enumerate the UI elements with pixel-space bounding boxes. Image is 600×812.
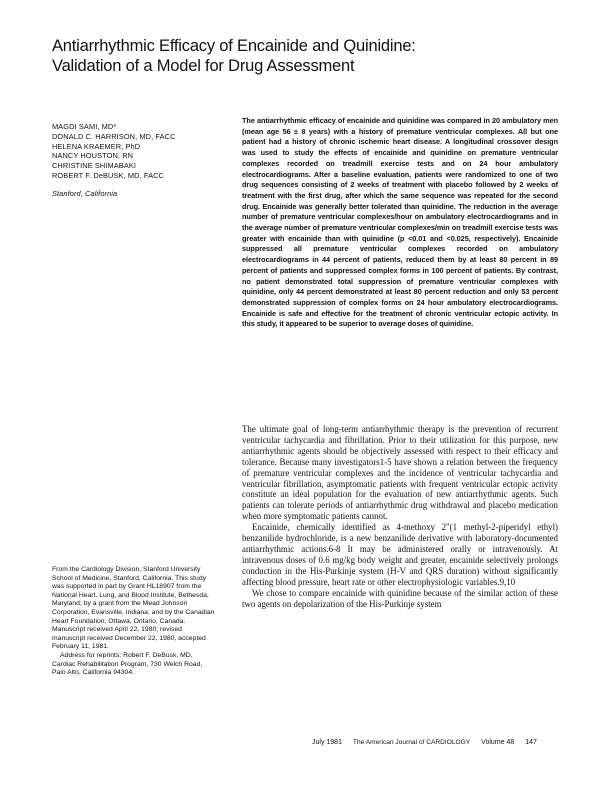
article-title bbox=[52, 36, 562, 76]
author-list bbox=[52, 122, 232, 199]
footer-page-number: 147 bbox=[525, 739, 537, 746]
author-name: CHRISTINE SHIMABAKI bbox=[52, 161, 137, 171]
footer-volume: Volume 48 bbox=[481, 739, 515, 746]
affiliation-footnote bbox=[52, 566, 216, 678]
page-footer bbox=[312, 739, 572, 746]
body-paragraph-1: The ultimate goal of long-term antiarrhythmic therapy is the prevention of recurrent ventricular tachycardia and fibrillation. Prior to their utilization for this purpose, new antiarrhythmic agents should be objectively assessed with respect to their efficacy and tolerance. Because many investigators1-5 have shown a relation between the frequency of premature ventricular complexes and the incidence of ventricular tachycardia and ventricular fibrillation, asymptomatic patients with frequent ventricular ectopic activity constitute an ideal population for the evaluation of new antiarrhythmic agents. Such patients can tolerate periods of antiarrhythmic drug withdrawal and placebo medication when more symptomatic patients cannot. bbox=[242, 424, 558, 522]
author-name: ROBERT F. DeBUSK, MD, FACC bbox=[52, 170, 164, 180]
title-line-1: Antiarrhythmic Efficacy of Encainide and Quinidine: bbox=[52, 37, 416, 55]
author-name: NANCY HOUSTON, RN bbox=[52, 151, 134, 161]
footer-date: July 1981 bbox=[312, 739, 342, 746]
footnote-affiliation: From the Cardiology Division, Stanford University School of Medicine, Stanford, California. This study was supported in part by Grant HL18907 from the National Heart, Lung, and Blood Institute, Bethesda, Maryland; by a grant from the Mead Johnson Corporation, Evansville, Indiana; and by the Canadian Heart Foundation, Ottawa, Ontario, Canada. Manuscript received April 22, 1980; revised manuscript received December 22, 1980, accepted February 11, 1981. bbox=[52, 566, 215, 651]
footer-journal: The American Journal of CARDIOLOGY bbox=[352, 739, 471, 746]
author-name: HELENA KRAEMER, PhD bbox=[52, 141, 141, 151]
title-line-2: Validation of a Model for Drug Assessment bbox=[52, 57, 355, 75]
author-name: DONALD C. HARRISON, MD, FACC bbox=[52, 131, 176, 141]
body-text bbox=[242, 424, 558, 609]
author-location: Stanford, California bbox=[52, 188, 118, 198]
body-paragraph-3: We chose to compare encainide with quinidine because of the similar action of these two agents on depolarization of the His-Purkinje system bbox=[242, 587, 558, 609]
author-name: MAGDI SAMI, MD* bbox=[52, 122, 117, 131]
body-paragraph-2: Encainide, chemically identified as 4-methoxy 2"(1 methyl-2-piperidyl ethyl) benzanilide hydrochloride, is a new benzanilide derivative with laboratory-documented antiarrhythmic actions.6-8 It may be administered orally or intravenously. At intravenous doses of 0.6 mg/kg body weight and greater, encainide selectively prolongs conduction in the His-Purkinje system (H-V and QRS duration) without significantly affecting blood pressure, heart rate or other electrophysiologic variables.9,10 bbox=[242, 522, 558, 587]
abstract: The antiarrhythmic efficacy of encainide and quinidine was compared in 20 ambulatory men (mean age 56 ± 8 years) with a history of premature ventricular complexes. All but one patient had a history of chronic ischemic heart disease. A longitudinal crossover design was used to study the effects of encainide and quinidine on premature ventricular complexes recorded on treadmill exercise tests and on 24 hour ambulatory electrocardiograms. After a baseline evaluation, patients were randomized to one of two drug sequences consisting of 2 weeks of treatment with placebo followed by 2 weeks of treatment with the first drug, after which the same sequence was repeated for the second drug. Encainide was generally better tolerated than quinidine. The reduction in the average number of premature ventricular complexes/hour on ambulatory electrocardiograms and in the average number of premature ventricular complexes/min on treadmill exercise tests was greater with encainide than with quinidine (p <0.01 and <0.025, respectively). Encainide suppressed all premature ventricular complexes recorded on ambulatory electrocardiograms in 44 percent of patients, reduced them by at least 80 percent in 89 percent of patients and suppressed complex forms in 100 percent of patients. By contrast, no patient demonstrated total suppression of premature ventricular complexes with quinidine, only 44 percent demonstrated at least 80 percent reduction and only 53 percent demonstrated suppression of complex forms on 24 hour ambulatory electrocardiograms. Encainide is safe and effective for the treatment of chronic ventricular ectopic activity. In this study, it appeared to be superior to average doses of quinidine. bbox=[242, 116, 558, 329]
footnote-reprints: Address for reprints: Robert F. DeBusk, MD, Cardiac Rehabilitation Program, 730 Welch Road, Palo Alto, California 94304. bbox=[52, 651, 203, 677]
